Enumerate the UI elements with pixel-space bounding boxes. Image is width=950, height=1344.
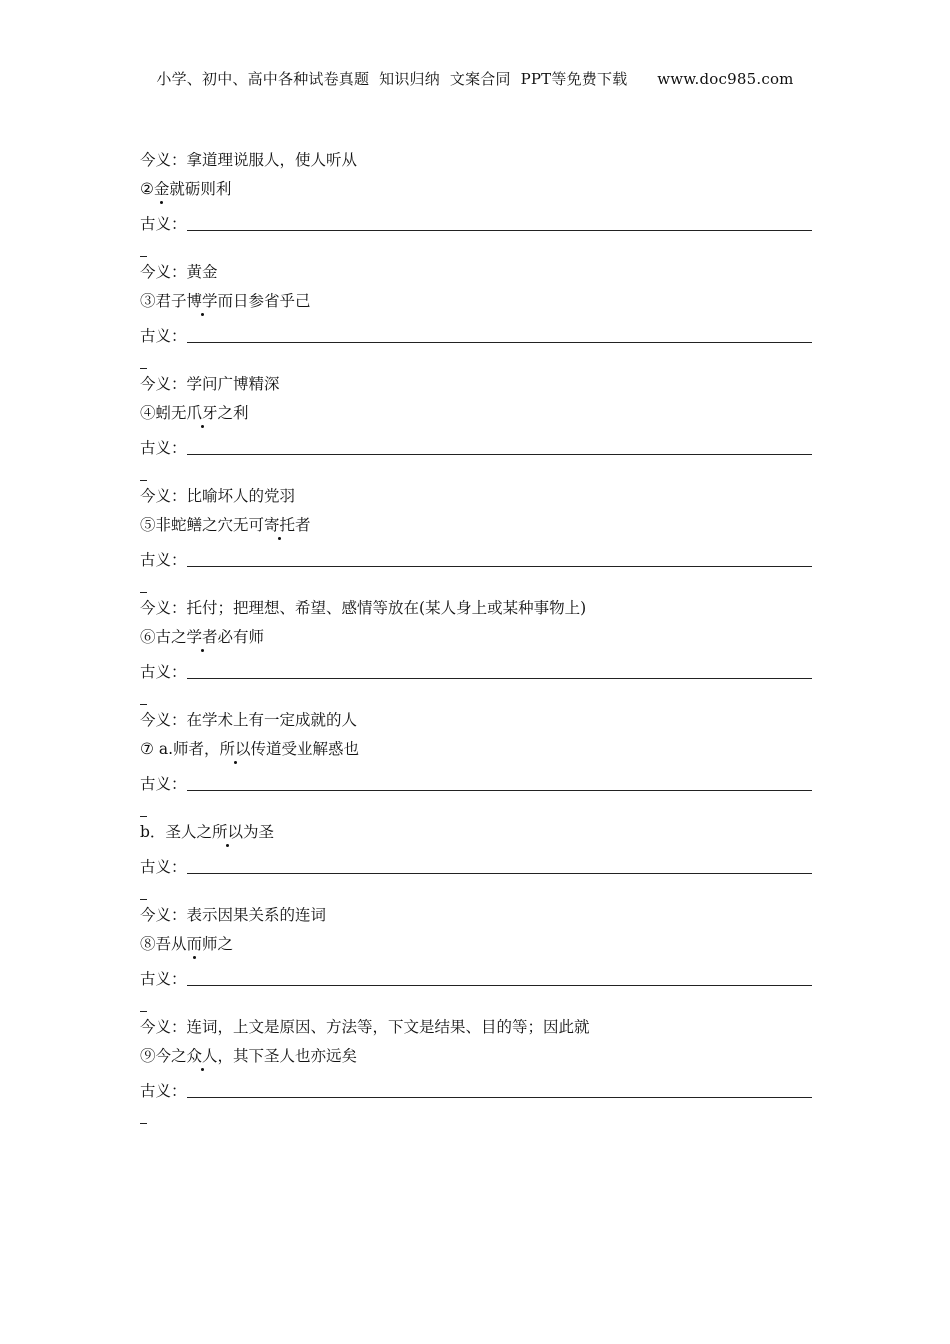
text-fragment: ③ (140, 292, 156, 310)
text-fragment: 连词，上文是原因、方法等，下文是结果、目的等；因此就 (186, 1018, 590, 1036)
text-fragment: 在学术上有一定成就的人 (186, 711, 358, 729)
answer-gu-6 (140, 660, 812, 682)
answer-blank[interactable] (187, 552, 812, 567)
text-fragment: 古义： (140, 1082, 187, 1100)
sentence-8 (140, 934, 812, 954)
answer-blank[interactable] (187, 328, 812, 343)
text-fragment: 今义： (140, 711, 187, 729)
answer-blank-continuation (140, 804, 147, 817)
text-fragment: 吾从 (155, 935, 187, 953)
answer-blank[interactable] (187, 440, 812, 455)
answer-gu-7a (140, 772, 812, 794)
text-fragment: 古义： (140, 551, 187, 569)
meaning-modern-1 (140, 150, 812, 170)
text-fragment: 君子 (155, 292, 187, 310)
text-fragment: 表示因果关系的连词 (186, 906, 327, 924)
answer-blank-continuation (140, 356, 147, 369)
answer-blank-continuation (140, 1111, 147, 1124)
meaning-modern-5 (140, 598, 812, 618)
sentence-6 (140, 627, 812, 647)
text-fragment: 今义： (140, 487, 187, 505)
text-fragment: 传道受业解惑也 (250, 740, 360, 758)
text-fragment: 必有师 (217, 628, 265, 646)
dotted-word: 所以 (211, 823, 243, 841)
text-fragment: 古义： (140, 970, 187, 988)
dotted-word: 爪牙 (186, 404, 218, 422)
text-fragment: 学问广博精深 (186, 375, 280, 393)
sentence-9 (140, 1046, 812, 1066)
text-fragment: 古义： (140, 439, 187, 457)
text-fragment: 古义： (140, 327, 187, 345)
sentence-2 (140, 179, 812, 199)
dotted-word: 而 (186, 935, 203, 953)
answer-gu-2 (140, 212, 812, 234)
exercise-content (140, 150, 812, 1127)
sentence-7a (140, 739, 812, 759)
meaning-modern-8 (140, 1017, 812, 1037)
answer-gu-4 (140, 436, 812, 458)
text-fragment: 圣人之 (165, 823, 212, 841)
text-fragment: 师之 (202, 935, 234, 953)
answer-blank-continuation (140, 468, 147, 481)
text-fragment: b． (140, 823, 166, 841)
jin-label: 今义： (140, 151, 187, 169)
text-fragment: ② (140, 180, 154, 198)
text-fragment: 今义： (140, 599, 187, 617)
answer-gu-8 (140, 967, 812, 989)
text-fragment: ⑦ a. (140, 740, 173, 758)
answer-blank[interactable] (187, 1083, 812, 1098)
answer-gu-7b (140, 855, 812, 877)
text-fragment: 非蛇鳝之穴无可 (155, 516, 265, 534)
text-fragment: 古之 (155, 628, 187, 646)
answer-blank-continuation (140, 580, 147, 593)
answer-blank[interactable] (187, 971, 812, 986)
answer-gu-3 (140, 324, 812, 346)
text-fragment: ④ (140, 404, 156, 422)
answer-blank-continuation (140, 999, 147, 1012)
text-fragment: ⑥ (140, 628, 156, 646)
text-fragment: 而日参省乎己 (217, 292, 311, 310)
text-fragment: 今之 (155, 1047, 187, 1065)
text-fragment: 今义： (140, 906, 187, 924)
text-fragment: 者 (295, 516, 311, 534)
jin-text: 拿道理说服人，使人听从 (186, 151, 358, 169)
meaning-modern-3 (140, 374, 812, 394)
answer-gu-5 (140, 548, 812, 570)
sentence-7b (140, 822, 812, 842)
text-fragment: 古义： (140, 663, 187, 681)
text-fragment: 今义： (140, 263, 187, 281)
meaning-modern-4 (140, 486, 812, 506)
text-fragment: ，其下圣人也亦远矣 (217, 1047, 358, 1065)
sentence-4 (140, 403, 812, 423)
text-fragment: 黄金 (186, 263, 218, 281)
text-fragment: 古义： (140, 775, 187, 793)
answer-blank[interactable] (187, 216, 812, 231)
text-fragment: ⑧ (140, 935, 156, 953)
text-fragment: 比喻坏人的党羽 (186, 487, 296, 505)
dotted-word: 学者 (186, 628, 218, 646)
text-fragment: 托付；把理想、希望、感情等放在(某人身上或某种事物上) (186, 599, 587, 617)
dotted-word: 寄托 (264, 516, 296, 534)
dotted-word: 金 (153, 180, 170, 198)
sentence-5 (140, 515, 812, 535)
text-fragment: 今义： (140, 1018, 187, 1036)
sentence-3 (140, 291, 812, 311)
page-header: 小学、初中、高中各种试卷真题 知识归纳 文案合同 PPT等免费下载 www.doc985.com (156, 70, 794, 88)
text-fragment: 之利 (217, 404, 249, 422)
text-fragment: ⑤ (140, 516, 156, 534)
meaning-modern-2 (140, 262, 812, 282)
answer-blank[interactable] (187, 859, 812, 874)
answer-gu-9 (140, 1079, 812, 1101)
gu-label: 古义： (140, 215, 187, 233)
answer-blank[interactable] (187, 776, 812, 791)
dotted-word: 所以 (219, 740, 251, 758)
text-fragment: 古义： (140, 858, 187, 876)
answer-blank-continuation (140, 887, 147, 900)
text-fragment: 就砺则利 (169, 180, 232, 198)
text-fragment: 今义： (140, 375, 187, 393)
meaning-modern-6 (140, 710, 812, 730)
dotted-word: 博学 (186, 292, 218, 310)
text-fragment: 师者， (173, 740, 220, 758)
meaning-modern-7 (140, 905, 812, 925)
answer-blank-continuation (140, 244, 147, 257)
answer-blank-continuation (140, 692, 147, 705)
dotted-word: 众人 (186, 1047, 218, 1065)
text-fragment: 为圣 (242, 823, 274, 841)
text-fragment: 蚓无 (155, 404, 187, 422)
answer-blank[interactable] (187, 664, 812, 679)
text-fragment: ⑨ (140, 1047, 156, 1065)
